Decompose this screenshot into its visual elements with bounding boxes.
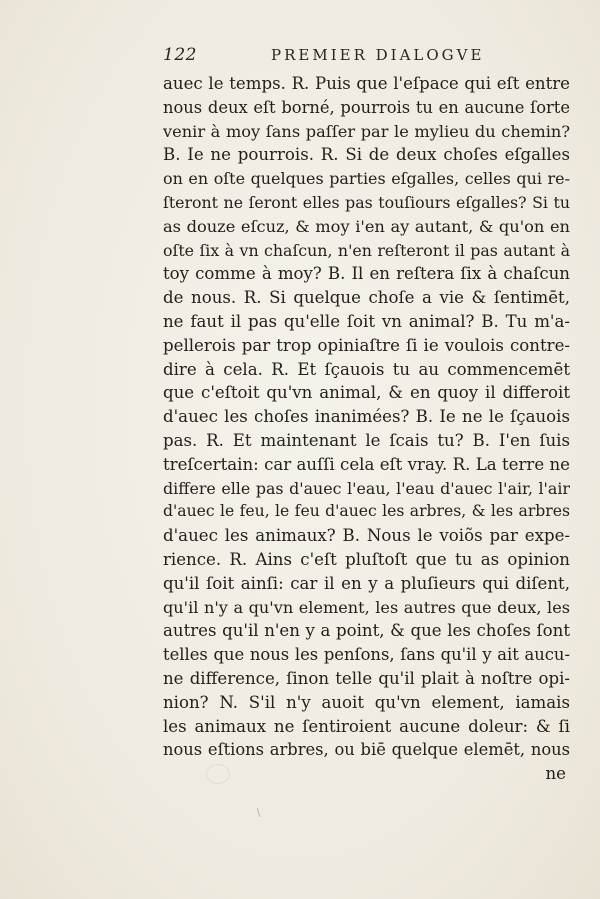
text-line: de nous. R. Si quelque choſe a vie & ſentimēt, xyxy=(163,288,570,308)
text-line: ne faut il pas qu'elle ſoit vn animal? B. Tu m'a- xyxy=(163,311,570,331)
text-line: pellerois par trop opiniaſtre ſi ie voulois contre- xyxy=(163,335,570,355)
text-line: dire à cela. R. Et ſçauois tu au commencemēt xyxy=(163,359,570,379)
text-line: qu'il n'y a qu'vn element, les autres que deux, les xyxy=(163,597,570,617)
text-line: venir à moy ſans paſſer par le mylieu du chemin? xyxy=(163,121,570,141)
text-line: rience. R. Ains c'eſt pluſtoſt que tu as opinion xyxy=(163,549,570,569)
text-line: autres qu'il n'en y a point, & que les choſes ſont xyxy=(163,621,570,641)
text-line: auec le temps. R. Puis que l'eſpace qui eſt entre xyxy=(163,74,570,93)
text-line: pas. R. Et maintenant le ſcais tu? B. I'en ſuis xyxy=(163,430,570,450)
paper-stain xyxy=(206,764,230,784)
text-line: treſcertain: car auſſi cela eſt vray. R. La terre ne xyxy=(163,454,570,474)
text-line: d'auec le feu, le feu d'auec les arbres, & les arbres xyxy=(163,502,570,521)
text-line: as douze eſcuz, & moy i'en ay autant, & qu'on en xyxy=(163,216,570,236)
text-line: differe elle pas d'auec l'eau, l'eau d'auec l'air, l'air xyxy=(163,478,570,498)
text-line: B. Ie ne pourrois. R. Si de deux choſes eſgalles xyxy=(163,145,570,165)
text-line: on en oſte quelques parties eſgalles, celles qui re- xyxy=(163,169,570,189)
text-line: telles que nous les penſons, ſans qu'il y ait aucu- xyxy=(163,645,570,665)
text-line: d'auec les animaux? B. Nous le voiõs par expe- xyxy=(163,526,570,546)
text-line: nous deux eſt borné, pourrois tu en aucune ſorte xyxy=(163,97,570,117)
text-line: nion? N. S'il n'y auoit qu'vn element, iamais xyxy=(163,692,570,712)
text-line: que c'eſtoit qu'vn animal, & en quoy il differoit xyxy=(163,383,570,403)
page-header xyxy=(163,43,573,69)
text-line: ne difference, ſinon telle qu'il plait à noſtre opi- xyxy=(163,668,570,688)
running-head: PREMIER DIALOGVE xyxy=(271,46,485,64)
catchword: ne xyxy=(545,764,566,784)
page-number: 122 xyxy=(163,45,197,65)
text-line: qu'il ſoit ainſi: car il en y a pluſieurs qui diſent, xyxy=(163,573,570,593)
text-line: ſteront ne ſeront elles pas touſiours eſgalles? Si tu xyxy=(163,192,570,212)
body-text xyxy=(163,72,570,786)
text-line: oſte ſix à vn chaſcun, n'en reſteront il pas autant à xyxy=(163,240,570,260)
text-line: d'auec les choſes inanimées? B. Ie ne le ſçauois xyxy=(163,407,570,427)
text-line: les animaux ne ſentiroient aucune doleur: & ſi xyxy=(163,716,570,736)
pencil-mark xyxy=(257,808,261,817)
text-line: toy comme à moy? B. Il en reſtera ſix à chaſcun xyxy=(163,264,570,284)
text-line: nous eſtions arbres, ou biē quelque elemēt, nous xyxy=(163,740,570,760)
